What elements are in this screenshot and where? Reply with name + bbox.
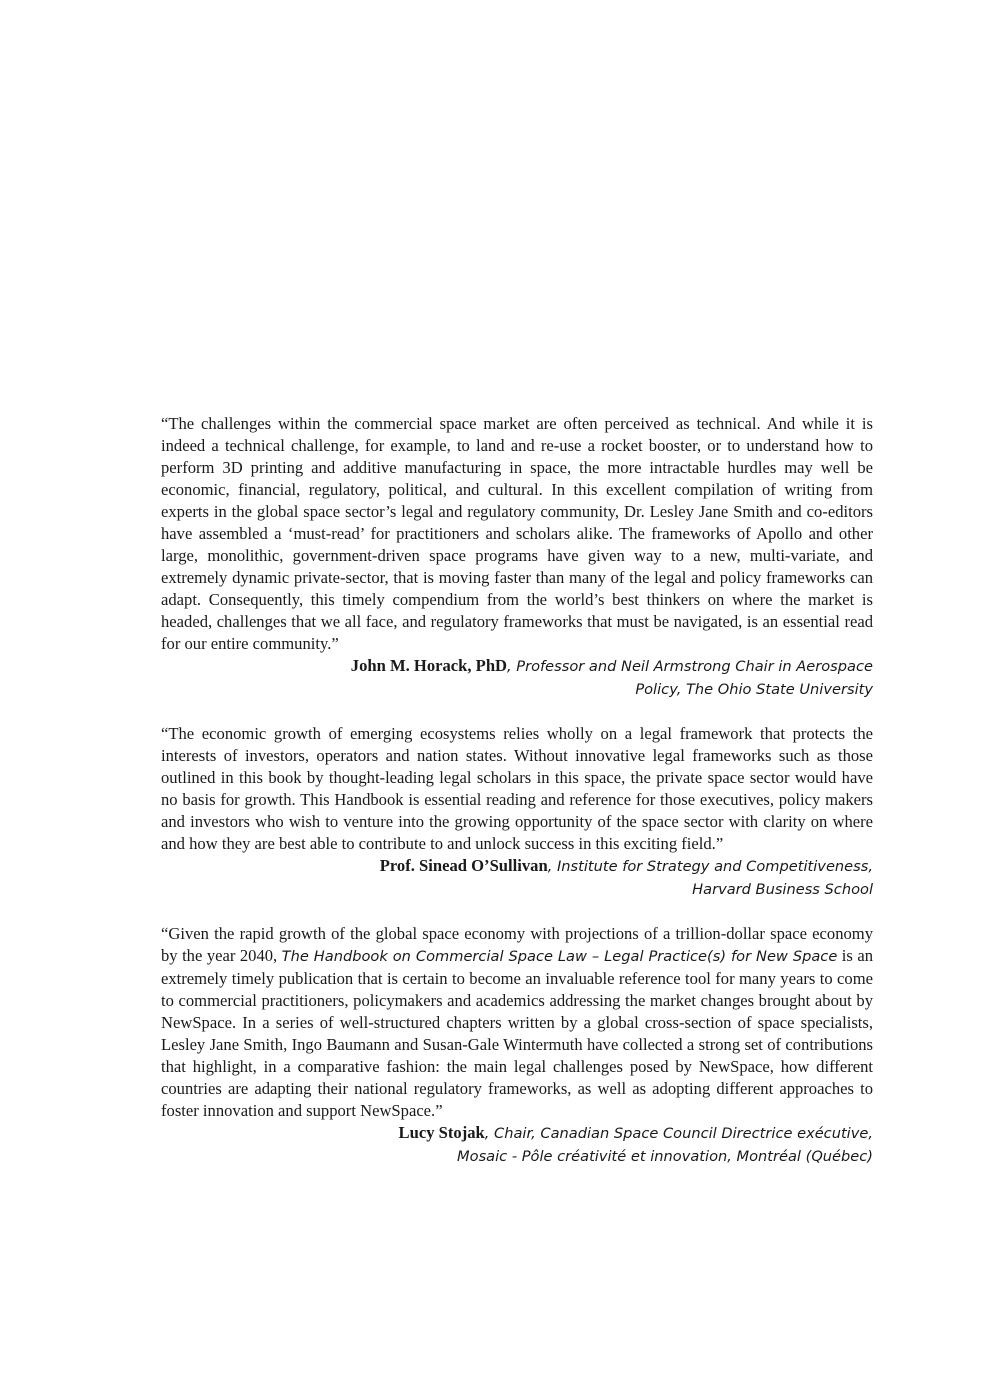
endorsement-quote: “The challenges within the commercial space market are often perceived as technical. And while it is indeed a technical challenge, for example, to land and re-use a rocket booster, or to understand how to perform 3D printing and additive manufacturing in space, the more intractable hurdles may well be economic, financial, regulatory, political, and cultural. In this excellent compilation of writing from experts in the global space sector’s legal and regulatory community, Dr. Lesley Jane Smith and co-editors have assembled a ‘must-read’ for practitioners and scholars alike. The frameworks of Apollo and other large, monolithic, government-driven space programs have given way to a new, multi-variate, and extremely dynamic private-sector, that is moving faster than many of the legal and policy frameworks can adapt. Consequently, this timely compendium from the world’s best thinkers on where the market is headed, challenges that we all face, and regulatory frameworks that must be navigated, is an essential read for our entire community.” [161, 414, 873, 653]
endorser-affiliation: , Institute for Strategy and Competitiveness, [547, 858, 873, 875]
endorsement-attribution [161, 855, 873, 901]
book-title: The Handbook on Commercial Space Law – Legal Practice(s) for New Space [281, 948, 838, 965]
endorsement-horack [161, 413, 873, 701]
endorsement-attribution [161, 655, 873, 701]
endorser-affiliation-continued: Policy, The Ohio State University [635, 681, 873, 698]
quote-text-continued: is an extremely timely publication that is certain to become an invaluable reference tool for many years to come to commercial practitioners, policymakers and academics addressing the market changes brought about by NewSpace. In a series of well-structured chapters written by a global cross-section of space specialists, Lesley Jane Smith, Ingo Baumann and Susan-Gale Wintermuth have collected a strong set of contributions that highlight, in a comparative fashion: the main legal challenges posed by NewSpace, how different countries are adapting their national regulatory frameworks, as well as adopting different approaches to foster innovation and support NewSpace.” [161, 946, 873, 1120]
endorser-affiliation: , Chair, Canadian Space Council Directrice exécutive, [484, 1125, 873, 1142]
endorsements-section [161, 413, 873, 1168]
endorser-affiliation-continued: Harvard Business School [692, 881, 873, 898]
endorsement-stojak [161, 923, 873, 1168]
endorsement-quote: “The economic growth of emerging ecosystems relies wholly on a legal framework that protects the interests of investors, operators and nation states. Without innovative legal frameworks such as those outlined in this book by thought-leading legal scholars in this space, the private space sector would have no basis for growth. This Handbook is essential reading and reference for those executives, policy makers and investors who wish to venture into the growing opportunity of the space sector with clarity on where and how they are best able to contribute to and unlock success in this exciting field.” [161, 724, 873, 853]
endorsement-osullivan [161, 723, 873, 901]
endorsement-quote [161, 923, 873, 1122]
quote-text: “Given the rapid growth of the global space economy with projections of a trillion-dollar space economy by the year 2040, [161, 924, 873, 965]
endorsement-attribution [161, 1122, 873, 1168]
endorser-name: Lucy Stojak [398, 1123, 485, 1142]
endorser-affiliation: , Professor and Neil Armstrong Chair in Aerospace [507, 658, 873, 675]
endorser-affiliation-continued: Mosaic - Pôle créativité et innovation, Montréal (Québec) [457, 1148, 873, 1165]
endorser-name: Prof. Sinead O’Sullivan [379, 856, 548, 875]
endorser-name: John M. Horack, PhD [350, 656, 508, 675]
